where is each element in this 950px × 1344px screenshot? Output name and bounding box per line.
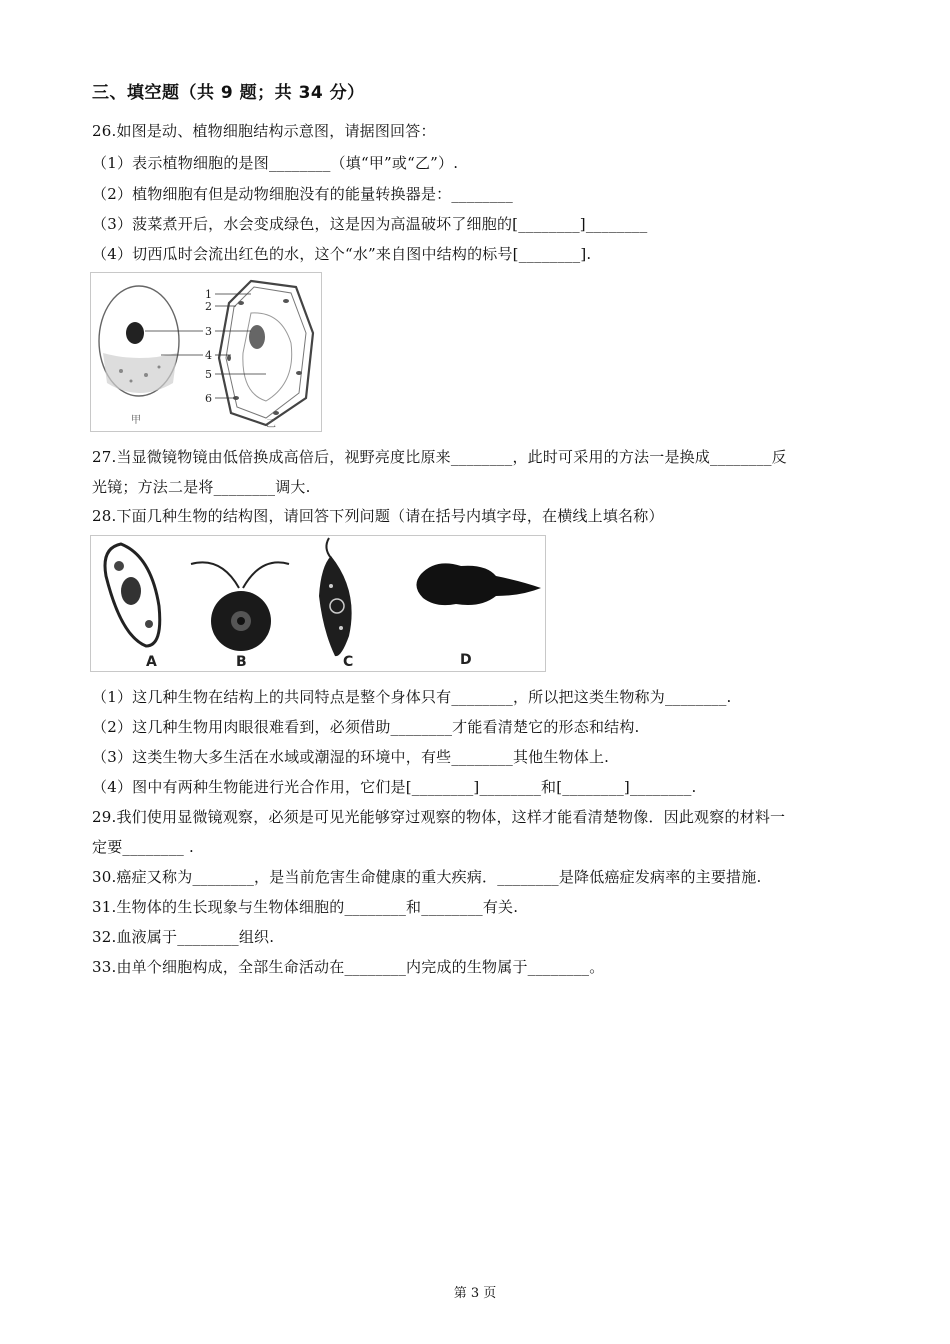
fig1-label-1: 1 bbox=[205, 288, 212, 301]
q31: 31.生物体的生长现象与生物体细胞的________和________有关. bbox=[92, 898, 519, 916]
q33: 33.由单个细胞构成，全部生命活动在________内完成的生物属于________。 bbox=[92, 958, 605, 976]
q26-sub1: （1）表示植物细胞的是图________（填“甲”或“乙”）. bbox=[92, 154, 459, 172]
fig1-label-2: 2 bbox=[205, 300, 212, 313]
q28-sub2: （2）这几种生物用肉眼很难看到，必须借助________才能看清楚它的形态和结构. bbox=[92, 718, 640, 736]
fig1-label-6: 6 bbox=[205, 392, 212, 405]
q30: 30.癌症又称为________，是当前危害生命健康的重大疾病．________是降低癌症发病率的主要措施. bbox=[92, 868, 762, 886]
plant-nucleus bbox=[249, 325, 265, 349]
animal-nucleus bbox=[126, 322, 144, 344]
organism-b bbox=[191, 562, 289, 651]
fig1-caption-yi: 乙 bbox=[266, 419, 276, 430]
fig1-label-4: 4 bbox=[205, 349, 212, 362]
q29-line2: 定要________ . bbox=[92, 838, 194, 856]
cell-structure-figure bbox=[90, 272, 322, 432]
q28-sub3: （3）这类生物大多生活在水域或潮湿的环境中，有些________其他生物体上. bbox=[92, 748, 610, 766]
q28-stem: 28.下面几种生物的结构图，请回答下列问题（请在括号内填字母，在横线上填名称） bbox=[92, 507, 664, 525]
plant-cell bbox=[219, 281, 313, 425]
cell-diagram-svg bbox=[91, 273, 321, 431]
q28-sub4: （4）图中有两种生物能进行光合作用，它们是[________]________和[________]________. bbox=[92, 778, 697, 796]
organism-label-a: A bbox=[146, 654, 157, 670]
fig1-label-5: 5 bbox=[205, 368, 212, 381]
organism-label-c: C bbox=[343, 654, 354, 670]
q26-sub3: （3）菠菜煮开后，水会变成绿色，这是因为高温破坏了细胞的[________]________ bbox=[92, 215, 648, 233]
q29-line1: 29.我们使用显微镜观察，必须是可见光能够穿过观察的物体，这样才能看清楚物像．因此观察的材料一 bbox=[92, 808, 786, 826]
section-title: 三、填空题（共 9 题；共 34 分） bbox=[92, 83, 365, 103]
q28-sub1: （1）这几种生物在结构上的共同特点是整个身体只有________，所以把这类生物称为________. bbox=[92, 688, 732, 706]
q26-sub2: （2）植物细胞有但是动物细胞没有的能量转换器是：________ bbox=[92, 185, 513, 203]
organism-a bbox=[105, 544, 160, 646]
q26-sub4: （4）切西瓜时会流出红色的水，这个“水”来自图中结构的标号[________]. bbox=[92, 245, 592, 263]
organisms-svg bbox=[91, 536, 545, 671]
q27-line1: 27.当显微镜物镜由低倍换成高倍后，视野亮度比原来________，此时可采用的方法一是换成________反 bbox=[92, 448, 787, 466]
organism-label-b: B bbox=[236, 654, 247, 670]
organism-label-d: D bbox=[460, 652, 472, 668]
organism-c bbox=[319, 538, 352, 656]
animal-cell bbox=[99, 286, 179, 396]
q27-line2: 光镜；方法二是将________调大. bbox=[92, 478, 311, 496]
organisms-figure bbox=[90, 535, 546, 672]
fig1-caption-jia: 甲 bbox=[131, 415, 141, 426]
q32: 32.血液属于________组织. bbox=[92, 928, 275, 946]
fig1-label-3: 3 bbox=[205, 325, 212, 338]
q26-stem: 26.如图是动、植物细胞结构示意图，请据图回答： bbox=[92, 122, 436, 140]
organism-d bbox=[416, 563, 541, 605]
page-number: 第 3 页 bbox=[453, 1286, 497, 1301]
